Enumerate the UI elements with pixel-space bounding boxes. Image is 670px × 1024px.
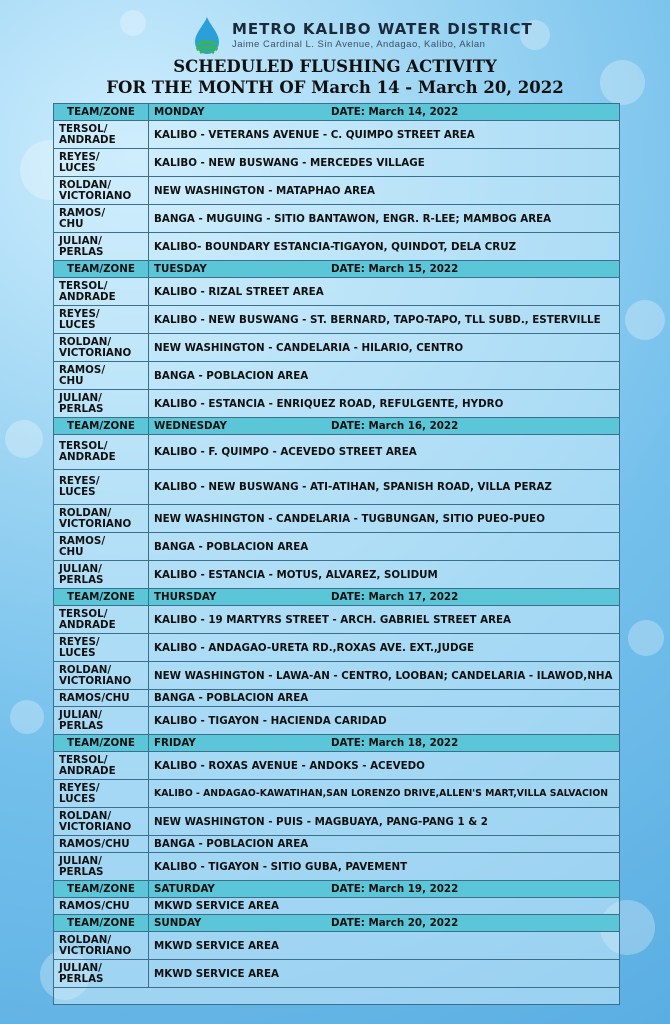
table-row [54,808,620,836]
team-name-line2: ANDRADE [59,451,116,463]
team-cell [54,634,149,662]
team-name-line1: ROLDAN/ [59,663,112,676]
day-header-row [54,418,620,435]
area-cell: BANGA - POBLACION AREA [149,690,620,707]
day-date-cell [149,881,620,898]
table-row [54,932,620,960]
team-cell [54,690,149,707]
team-cell [54,960,149,988]
table-row [54,233,620,261]
day-date-cell [149,261,620,278]
team-zone-header: TEAM/ZONE [54,418,149,435]
team-cell [54,334,149,362]
table-row [54,606,620,634]
area-cell: BANGA - POBLACION AREA [149,836,620,853]
table-row [54,836,620,853]
team-cell [54,836,149,853]
team-name-line1: JULIAN/ [59,562,102,575]
team-name-line2: VICTORIANO [59,346,132,359]
day-name: SUNDAY [154,917,202,929]
table-row [54,306,620,334]
area-cell: NEW WASHINGTON - LAWA-AN - CENTRO, LOOBAN; CANDELARIA - ILAWOD,NHA [149,662,620,690]
org-address: Jaime Cardinal L. Sin Avenue, Andagao, Kalibo, Aklan [232,39,486,50]
team-name-line1: REYES/ [59,150,100,163]
area-cell: BANGA - POBLACION AREA [149,362,620,390]
team-name-line2: ANDRADE [59,133,116,146]
team-name-line2: ANDRADE [59,618,116,631]
area-cell: BANGA - POBLACION AREA [149,533,620,561]
team-cell [54,533,149,561]
table-row [54,362,620,390]
area-cell: KALIBO - VETERANS AVENUE - C. QUIMPO STREET AREA [149,121,620,149]
team-zone-header: TEAM/ZONE [54,589,149,606]
area-cell: MKWD SERVICE AREA [149,898,620,915]
water-drop-logo-icon [192,16,222,56]
day-name: FRIDAY [154,737,196,749]
day-date: DATE: March 15, 2022 [331,263,459,275]
team-cell [54,470,149,505]
day-name: TUESDAY [154,263,207,275]
team-name-line1: TERSOL/ [59,279,108,292]
team-name-line2: CHU [59,217,84,230]
area-cell: KALIBO - 19 MARTYRS STREET - ARCH. GABRIEL STREET AREA [149,606,620,634]
day-name: THURSDAY [154,591,217,603]
team-name-line1: JULIAN/ [59,708,102,721]
team-name-line1: RAMOS/ [59,534,106,547]
area-cell: KALIBO - RIZAL STREET AREA [149,278,620,306]
team-zone-header: TEAM/ZONE [54,261,149,278]
day-header-row [54,589,620,606]
team-cell [54,662,149,690]
team-name-line1: ROLDAN/ [59,809,112,822]
team-name-line1: ROLDAN/ [59,178,112,191]
team-cell [54,306,149,334]
area-cell: KALIBO - ANDAGAO-KAWATIHAN,SAN LORENZO DRIVE,ALLEN'S MART,VILLA SALVACION [149,780,620,808]
team-name-line2: LUCES [59,318,96,331]
team-name-line2: LUCES [59,646,96,659]
team-name-line2: CHU [59,545,84,558]
team-cell [54,853,149,881]
table-row [54,121,620,149]
team-name-line2: PERLAS [59,972,104,985]
page-title: SCHEDULED FLUSHING ACTIVITY [173,57,497,76]
team-cell [54,177,149,205]
team-name-line1: ROLDAN/ [59,933,112,946]
area-cell: KALIBO - ROXAS AVENUE - ANDOKS - ACEVEDO [149,752,620,780]
team-name-line2: LUCES [59,161,96,174]
table-row [54,752,620,780]
team-name-line1: ROLDAN/ [59,506,112,519]
day-date-cell [149,915,620,932]
table-row [54,780,620,808]
day-date: DATE: March 19, 2022 [331,883,459,895]
team-cell [54,121,149,149]
team-name-line1: JULIAN/ [59,854,102,867]
table-row [54,505,620,533]
day-date: DATE: March 18, 2022 [331,737,459,749]
empty-footer-cell [54,988,620,1005]
table-row [54,177,620,205]
area-cell: KALIBO - TIGAYON - SITIO GUBA, PAVEMENT [149,853,620,881]
team-name-line1: REYES/ [59,635,100,648]
team-cell [54,233,149,261]
team-zone-header: TEAM/ZONE [54,104,149,121]
day-date: DATE: March 20, 2022 [331,917,459,929]
team-cell [54,752,149,780]
table-row [54,853,620,881]
area-cell: MKWD SERVICE AREA [149,960,620,988]
team-name-line1: TERSOL/ [59,753,108,766]
area-cell: NEW WASHINGTON - MATAPHAO AREA [149,177,620,205]
team-name-line2: CHU [59,374,84,387]
team-name-line2: LUCES [59,486,96,498]
day-date-cell [149,418,620,435]
day-header-row [54,915,620,932]
team-name-line2: ANDRADE [59,290,116,303]
team-name-line1: RAMOS/ [59,363,106,376]
day-date: DATE: March 14, 2022 [331,106,459,118]
day-name: MONDAY [154,106,205,118]
area-cell: KALIBO- BOUNDARY ESTANCIA-TIGAYON, QUINDOT, DELA CRUZ [149,233,620,261]
team-cell [54,898,149,915]
page-subtitle: FOR THE MONTH OF March 14 - March 20, 2022 [106,78,564,97]
team-name-line2: VICTORIANO [59,674,132,687]
team-cell [54,390,149,418]
team-name-line2: PERLAS [59,245,104,258]
day-header-row [54,104,620,121]
team-name-line1: REYES/ [59,307,100,320]
flushing-schedule-table [53,103,620,1005]
team-cell [54,707,149,735]
team-cell [54,362,149,390]
area-cell: KALIBO - NEW BUSWANG - ST. BERNARD, TAPO-TAPO, TLL SUBD., ESTERVILLE [149,306,620,334]
team-cell [54,780,149,808]
area-cell: KALIBO - NEW BUSWANG - MERCEDES VILLAGE [149,149,620,177]
team-cell [54,808,149,836]
day-date-cell [149,104,620,121]
team-cell [54,561,149,589]
area-cell: NEW WASHINGTON - CANDELARIA - TUGBUNGAN, SITIO PUEO-PUEO [149,505,620,533]
table-row [54,435,620,470]
team-cell [54,606,149,634]
area-cell: KALIBO - ANDAGAO-URETA RD.,ROXAS AVE. EXT.,JUDGE [149,634,620,662]
team-name-line1: TERSOL/ [59,122,108,135]
org-name: METRO KALIBO WATER DISTRICT [232,20,533,38]
table-row [54,334,620,362]
team-name-line2: ANDRADE [59,764,116,777]
table-row [54,149,620,177]
team-name-line1: RAMOS/CHU [59,691,130,704]
table-row [54,390,620,418]
page-header [0,8,670,104]
team-zone-header: TEAM/ZONE [54,735,149,752]
day-header-row [54,735,620,752]
team-cell [54,505,149,533]
area-cell: KALIBO - ESTANCIA - ENRIQUEZ ROAD, REFULGENTE, HYDRO [149,390,620,418]
team-name-line2: PERLAS [59,573,104,586]
team-name-line2: LUCES [59,792,96,805]
day-header-row [54,881,620,898]
table-row [54,533,620,561]
table-footer-row [54,988,620,1005]
team-name-line2: PERLAS [59,719,104,732]
team-name-line1: TERSOL/ [59,607,108,620]
team-zone-header: TEAM/ZONE [54,881,149,898]
team-name-line2: VICTORIANO [59,944,132,957]
table-row [54,205,620,233]
area-cell: BANGA - MUGUING - SITIO BANTAWON, ENGR. R-LEE; MAMBOG AREA [149,205,620,233]
team-name-line1: REYES/ [59,475,100,487]
day-name: WEDNESDAY [154,420,227,432]
area-cell: KALIBO - F. QUIMPO - ACEVEDO STREET AREA [149,435,620,470]
table-row [54,898,620,915]
table-row [54,278,620,306]
day-date-cell [149,589,620,606]
day-date: DATE: March 16, 2022 [331,420,459,432]
team-name-line1: RAMOS/ [59,206,106,219]
area-cell: KALIBO - TIGAYON - HACIENDA CARIDAD [149,707,620,735]
table-row [54,960,620,988]
day-date-cell [149,735,620,752]
team-name-line1: JULIAN/ [59,961,102,974]
table-row [54,561,620,589]
table-row [54,707,620,735]
team-cell [54,435,149,470]
table-row [54,662,620,690]
team-name-line2: PERLAS [59,402,104,415]
team-name-line2: VICTORIANO [59,517,132,530]
table-row [54,690,620,707]
area-cell: KALIBO - ESTANCIA - MOTUS, ALVAREZ, SOLIDUM [149,561,620,589]
area-cell: NEW WASHINGTON - PUIS - MAGBUAYA, PANG-PANG 1 & 2 [149,808,620,836]
area-cell: MKWD SERVICE AREA [149,932,620,960]
team-name-line2: VICTORIANO [59,189,132,202]
team-name-line1: REYES/ [59,781,100,794]
team-name-line1: ROLDAN/ [59,335,112,348]
team-cell [54,278,149,306]
table-row [54,470,620,505]
team-cell [54,205,149,233]
team-name-line1: RAMOS/CHU [59,899,130,912]
team-name-line2: PERLAS [59,865,104,878]
team-name-line1: JULIAN/ [59,391,102,404]
area-cell: NEW WASHINGTON - CANDELARIA - HILARIO, CENTRO [149,334,620,362]
table-row [54,634,620,662]
team-zone-header: TEAM/ZONE [54,915,149,932]
team-name-line2: VICTORIANO [59,820,132,833]
team-cell [54,932,149,960]
day-date: DATE: March 17, 2022 [331,591,459,603]
area-cell: KALIBO - NEW BUSWANG - ATI-ATIHAN, SPANISH ROAD, VILLA PERAZ [149,470,620,505]
team-cell [54,149,149,177]
day-header-row [54,261,620,278]
team-name-line1: RAMOS/CHU [59,837,130,850]
day-name: SATURDAY [154,883,215,895]
team-name-line1: TERSOL/ [59,440,108,452]
team-name-line1: JULIAN/ [59,234,102,247]
